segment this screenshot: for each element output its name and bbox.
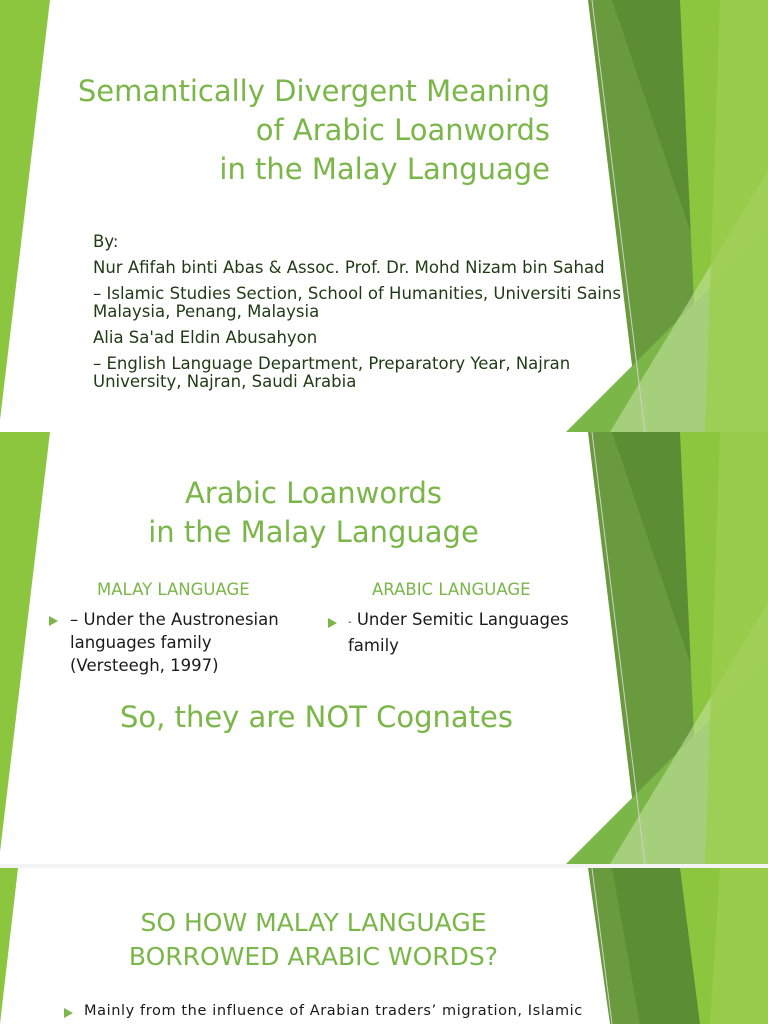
affiliation-1: – Islamic Studies Section, School of Humanities, Universiti Sains Malaysia, Penang, Malaysia (93, 284, 621, 321)
bullet-line: Under Semitic Languages (356, 610, 569, 629)
bullet-line: languages family (70, 633, 212, 652)
title-line: in the Malay Language (148, 515, 479, 549)
bullet-arrow-icon (328, 618, 337, 628)
slide-1-title (78, 72, 550, 189)
bullet-line: (Versteegh, 1997) (70, 656, 219, 675)
arabic-language-heading: ARABIC LANGUAGE (372, 580, 531, 599)
bullet-line: family (348, 636, 399, 655)
malay-bullet (70, 608, 279, 677)
bullet-arrow-icon (64, 1008, 73, 1018)
bullet-line: – Under the Austronesian (70, 610, 279, 629)
author-1: Nur Afifah binti Abas & Assoc. Prof. Dr. Mohd Nizam bin Sahad (93, 258, 605, 277)
borrowing-bullet: Mainly from the influence of Arabian traders’ migration, Islamic (84, 1003, 583, 1019)
malay-language-heading: MALAY LANGUAGE (97, 580, 250, 599)
title-line: in the Malay Language (219, 152, 550, 186)
slide-1 (0, 0, 768, 432)
affiliation-2: – English Language Department, Preparatory Year, Najran University, Najran, Saudi Arabia (93, 354, 571, 391)
slide-2-title (0, 474, 627, 552)
title-line: BORROWED ARABIC WORDS? (128, 942, 499, 971)
title-line: Arabic Loanwords (184, 476, 443, 510)
title-line: SO HOW MALAY LANGUAGE (140, 908, 487, 937)
by-label: By: (93, 232, 119, 251)
arabic-bullet (348, 608, 569, 657)
slide-3-title (0, 906, 627, 974)
cognates-conclusion: So, they are NOT Cognates (119, 700, 513, 734)
title-line: of Arabic Loanwords (255, 113, 550, 147)
author-block (93, 233, 633, 399)
author-2: Alia Sa'ad Eldin Abusahyon (93, 328, 318, 347)
title-line: Semantically Divergent Meaning (77, 74, 550, 108)
bullet-arrow-icon (49, 616, 58, 626)
bullet-dash: - (348, 617, 352, 628)
